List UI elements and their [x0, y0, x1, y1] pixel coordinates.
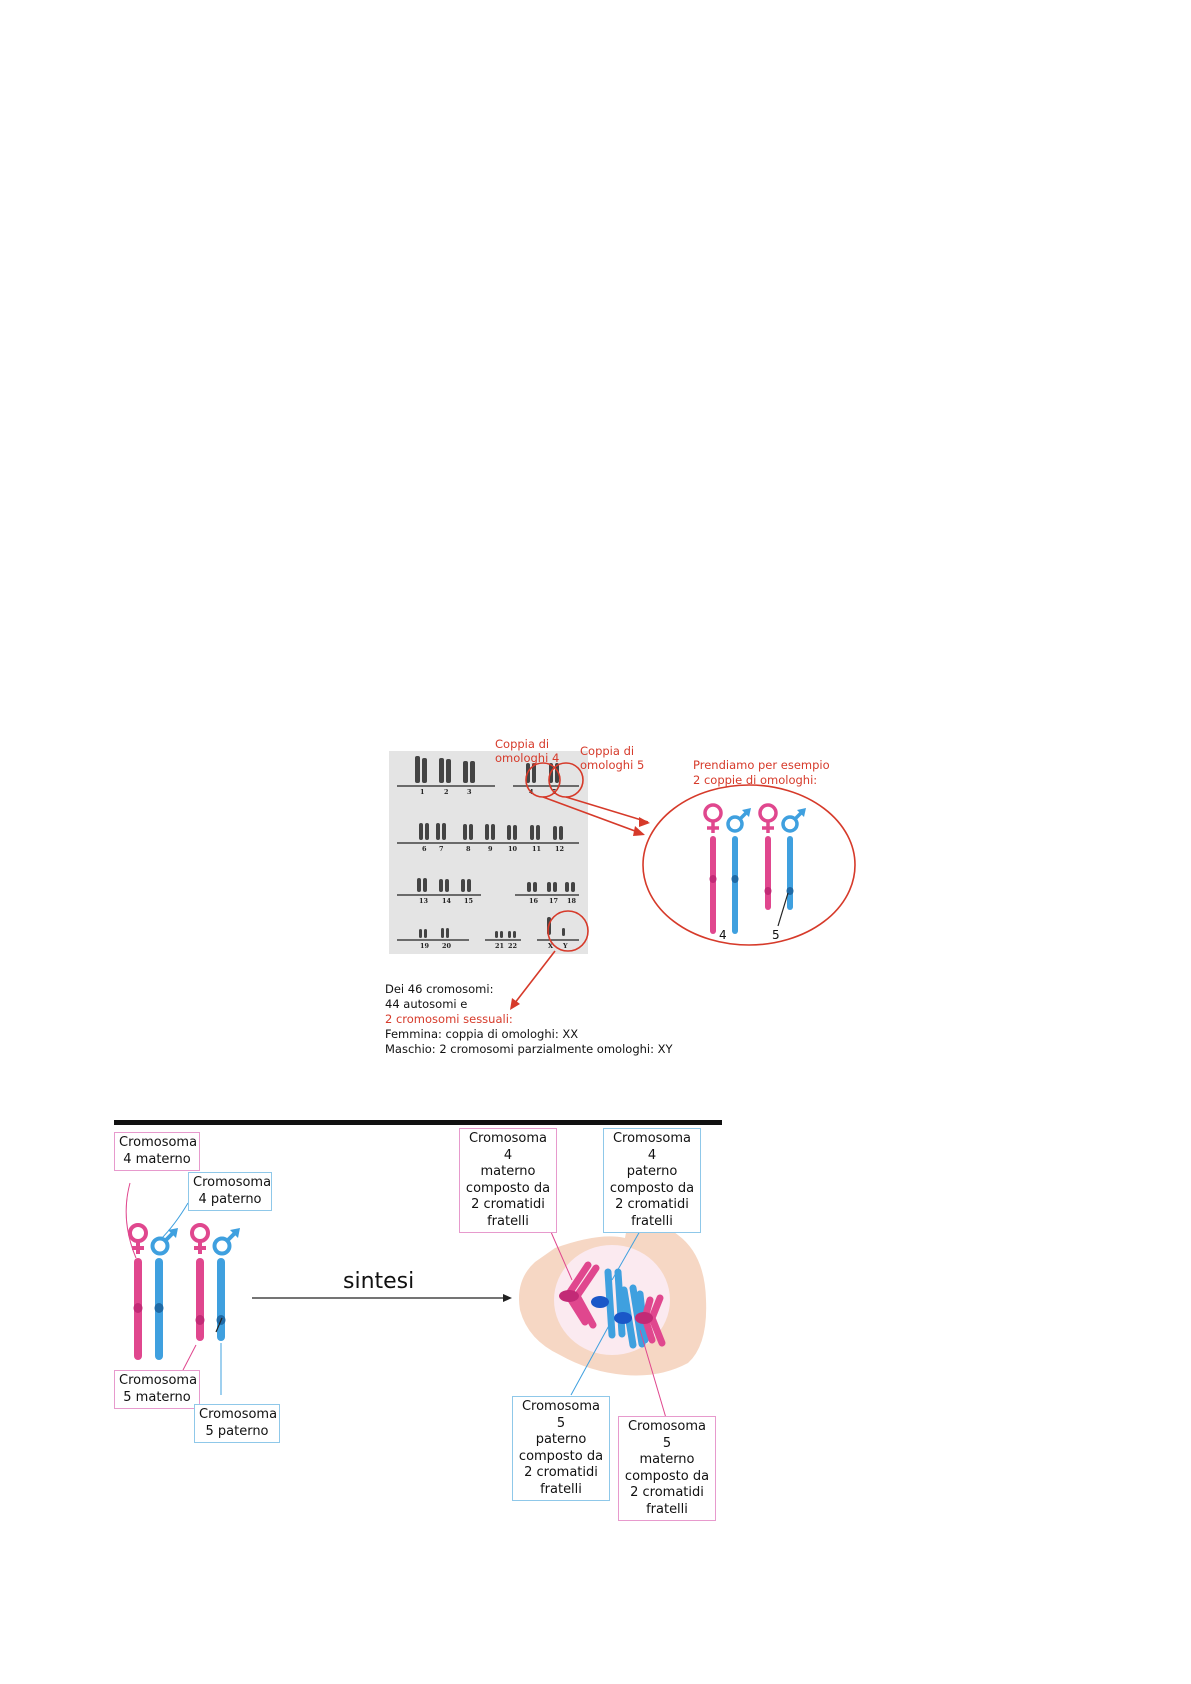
label-c5-paterno-cromatidi [512, 1396, 610, 1501]
label-c4-materno [114, 1132, 200, 1171]
male-symbol-icon [215, 1233, 236, 1254]
karyo-num-7: 7 [439, 845, 444, 853]
label-line: fratelli [540, 1481, 582, 1497]
example-label: Prendiamo per esempio 2 coppie di omologhi: [693, 758, 830, 787]
karyo-num-22: 22 [508, 942, 518, 950]
label-c5-paterno [194, 1404, 280, 1443]
label-line: Cromosoma 4 [468, 1131, 548, 1163]
summary-line-5: Maschio: 2 cromosomi parzialmente omologhi: XY [385, 1042, 673, 1056]
label-line: composto da [518, 1448, 604, 1464]
karyo-num-11: 11 [532, 845, 542, 853]
label-line: 4 materno [123, 1151, 191, 1167]
left-chromosome-5-maternal [196, 1258, 204, 1341]
label-line: composto da [624, 1468, 710, 1484]
summary-line-2: 44 autosomi e [385, 997, 468, 1011]
label-line: fratelli [646, 1501, 688, 1517]
karyo-num-6: 6 [422, 845, 427, 853]
label-line: paterno [626, 1164, 678, 1179]
label-line: Cromosoma [193, 1175, 272, 1190]
karyo-num-19: 19 [420, 942, 430, 950]
label-line: fratelli [631, 1213, 673, 1229]
karyo-num-10: 10 [508, 845, 518, 853]
label-line: Cromosoma 5 [627, 1419, 707, 1451]
example-number-5: 5 [772, 928, 780, 942]
pair5-label: Coppia di omologhi 5 [580, 744, 645, 772]
label-line: Cromosoma 4 [612, 1131, 692, 1163]
label-line: composto da [465, 1180, 551, 1196]
karyo-num-16: 16 [529, 897, 539, 905]
label-line: composto da [609, 1180, 695, 1196]
label-c5-materno [114, 1370, 200, 1409]
label-line: 2 cromatidi [615, 1197, 689, 1212]
label-line: 4 paterno [198, 1191, 262, 1207]
label-line: Cromosoma [119, 1135, 198, 1150]
label-line: Cromosoma 5 [521, 1399, 601, 1431]
summary-line-1: Dei 46 cromosomi: [385, 982, 494, 996]
karyo-num-13: 13 [419, 897, 429, 905]
label-line: 2 cromatidi [524, 1465, 598, 1480]
karyo-num-14: 14 [442, 897, 452, 905]
karyo-num-17: 17 [549, 897, 559, 905]
label-c4-paterno-cromatidi [603, 1128, 701, 1233]
summary-line-3: 2 cromosomi sessuali: [385, 1012, 513, 1026]
label-line: Cromosoma [119, 1373, 198, 1388]
karyo-num-8: 8 [466, 845, 471, 853]
karyo-num-3: 3 [467, 788, 472, 796]
karyo-num-12: 12 [555, 845, 565, 853]
label-c4-materno-cromatidi [459, 1128, 557, 1233]
karyo-num-5: 5 [552, 788, 557, 796]
label-line: materno [639, 1452, 695, 1467]
label-line: 5 paterno [205, 1423, 269, 1439]
karyo-num-20: 20 [442, 942, 452, 950]
female-symbol-icon [192, 1225, 208, 1254]
label-line: materno [480, 1164, 536, 1179]
label-line: 2 cromatidi [471, 1197, 545, 1212]
karyo-num-2: 2 [444, 788, 449, 796]
karyo-num-18: 18 [567, 897, 577, 905]
karyo-num-9: 9 [488, 845, 493, 853]
label-c4-paterno [188, 1172, 272, 1211]
karyo-num-1: 1 [420, 788, 425, 796]
label-line: 5 materno [123, 1389, 191, 1405]
label-line: paterno [535, 1432, 587, 1447]
label-line: fratelli [487, 1213, 529, 1229]
synthesis-label: sintesi [343, 1269, 415, 1294]
karyo-num-21: 21 [495, 942, 505, 950]
summary-line-4: Femmina: coppia di omologhi: XX [385, 1027, 579, 1041]
karyo-num-y: Y [563, 942, 568, 950]
karyo-num-x: X [548, 942, 554, 950]
male-symbol-icon [153, 1233, 174, 1254]
left-chromosome-5-paternal [217, 1258, 225, 1341]
pair4-label: Coppia di omologhi 4 [495, 737, 560, 765]
karyo-num-15: 15 [464, 897, 474, 905]
label-line: Cromosoma [199, 1407, 278, 1422]
example-number-4: 4 [719, 928, 727, 942]
karyo-num-4: 4 [529, 788, 534, 796]
label-c5-materno-cromatidi [618, 1416, 716, 1521]
label-line: 2 cromatidi [630, 1485, 704, 1500]
